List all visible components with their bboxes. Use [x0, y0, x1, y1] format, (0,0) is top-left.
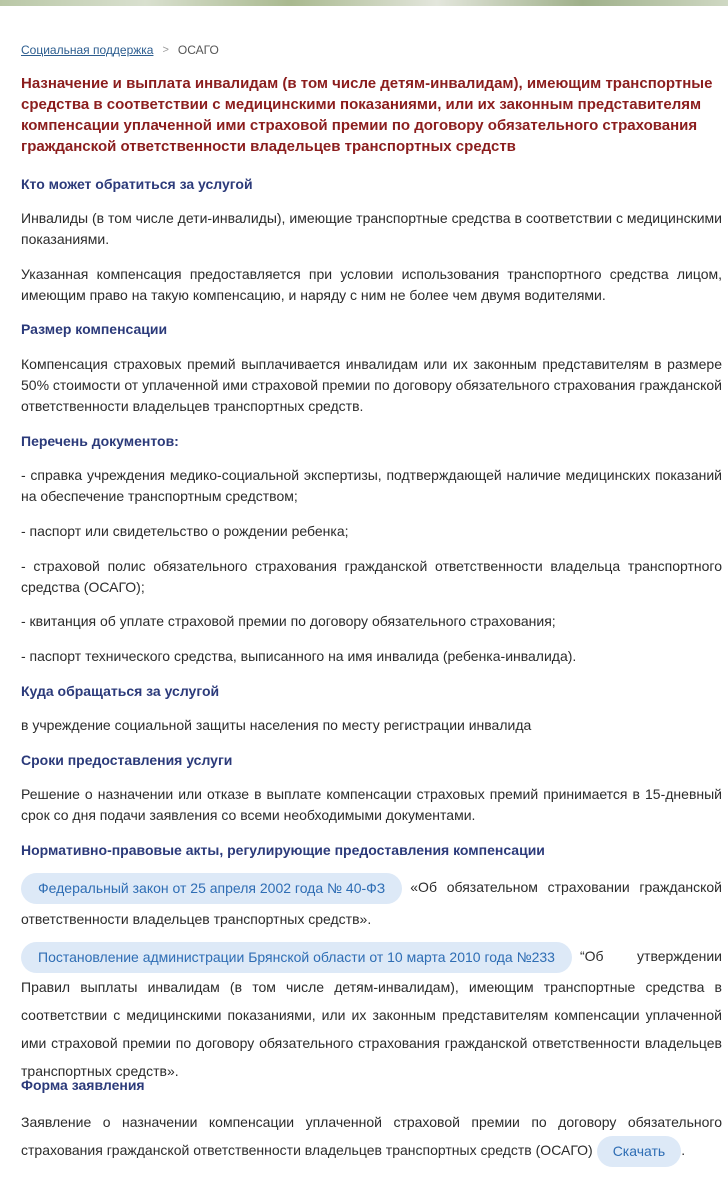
act-2: [21, 942, 722, 1085]
heading-amount: Размер компенсации: [21, 321, 168, 337]
header-image-strip: [0, 0, 728, 6]
act-1: [21, 872, 722, 935]
breadcrumb-link-social-support[interactable]: Социальная поддержка: [21, 43, 154, 57]
heading-where: Куда обращаться за услугой: [21, 683, 220, 699]
docs-item: - квитанция об уплате страховой премии по договору обязательного страхования;: [21, 613, 556, 629]
breadcrumb: [21, 43, 219, 57]
docs-item: - паспорт технического средства, выписанного на имя инвалида (ребенка-инвалида).: [21, 648, 577, 664]
heading-who: Кто может обратиться за услугой: [21, 176, 253, 192]
heading-terms: Сроки предоставления услуги: [21, 752, 233, 768]
docs-item: - страховой полис обязательного страхования гражданской ответственности владельца транспортного средства (ОСАГО);: [21, 558, 722, 595]
docs-item: - справка учреждения медико-социальной экспертизы, подтверждающей наличие медицинских показаний на обеспечение транспортным средством;: [21, 467, 722, 504]
amount-paragraph: Компенсация страховых премий выплачивается инвалидам или их законным представителям в размере 50% стоимости от уплаченной ими страховой премии по договору обязательного страхования гражданской ответственности владельцев транспортных средств.: [21, 356, 722, 414]
page-title: Назначение и выплата инвалидам (в том числе детям-инвалидам), имеющим транспортные средства в соответствии с медицинскими показаниями, или их законным представителям компенсации уплаченной ими страховой премии по договору обязательного страхования гражданской ответственности владельцев транспортных средств: [21, 75, 713, 155]
form-paragraph: [21, 1108, 722, 1167]
heading-docs: Перечень документов:: [21, 433, 179, 449]
terms-paragraph: Решение о назначении или отказе в выплате компенсации страховых премий принимается в 15-дневный срок со дня подачи заявления со всеми необходимыми документами.: [21, 786, 722, 823]
heading-form: Форма заявления: [21, 1077, 145, 1093]
heading-acts: Нормативно-правовые акты, регулирующие предоставления компенсации: [21, 842, 545, 858]
where-paragraph: в учреждение социальной защиты населения по месту регистрации инвалида: [21, 717, 532, 733]
who-paragraph-2: Указанная компенсация предоставляется при условии использования транспортного средства лицом, имеющим право на такую компенсацию, и наряду с ним не более чем двумя водителями.: [21, 266, 722, 303]
regional-decree-link[interactable]: Постановление администрации Брянской области от 10 марта 2010 года №233: [21, 942, 572, 973]
download-button[interactable]: Скачать: [597, 1136, 682, 1167]
federal-law-link[interactable]: Федеральный закон от 25 апреля 2002 года № 40-ФЗ: [21, 873, 402, 904]
breadcrumb-current: ОСАГО: [177, 43, 219, 57]
docs-item: - паспорт или свидетельство о рождении ребенка;: [21, 523, 349, 539]
who-paragraph-1: Инвалиды (в том числе дети-инвалиды), имеющие транспортные средства в соответствии с медицинскими показаниями.: [21, 210, 722, 247]
act-1-text: «Об обязательном страховании гражданской ответственности владельцев транспортных средств».: [21, 879, 722, 927]
form-text: Заявление о назначении компенсации уплаченной страховой премии по договору обязательного страхования гражданской ответственности владельцев транспортных средств (ОСАГО): [21, 1114, 722, 1159]
form-end: .: [681, 1142, 686, 1159]
chevron-right-icon: >: [162, 44, 169, 56]
act-2-text: “Об утверждении Правил выплаты инвалидам (в том числе детям-инвалидам), имеющим транспортные средства в соответствии с медицинскими показаниями, или их законным представителям компенсации уплаченной ими страховой премии по договору обязательного страхования гражданской ответственности владельцев транспортных средств».: [21, 948, 722, 1079]
